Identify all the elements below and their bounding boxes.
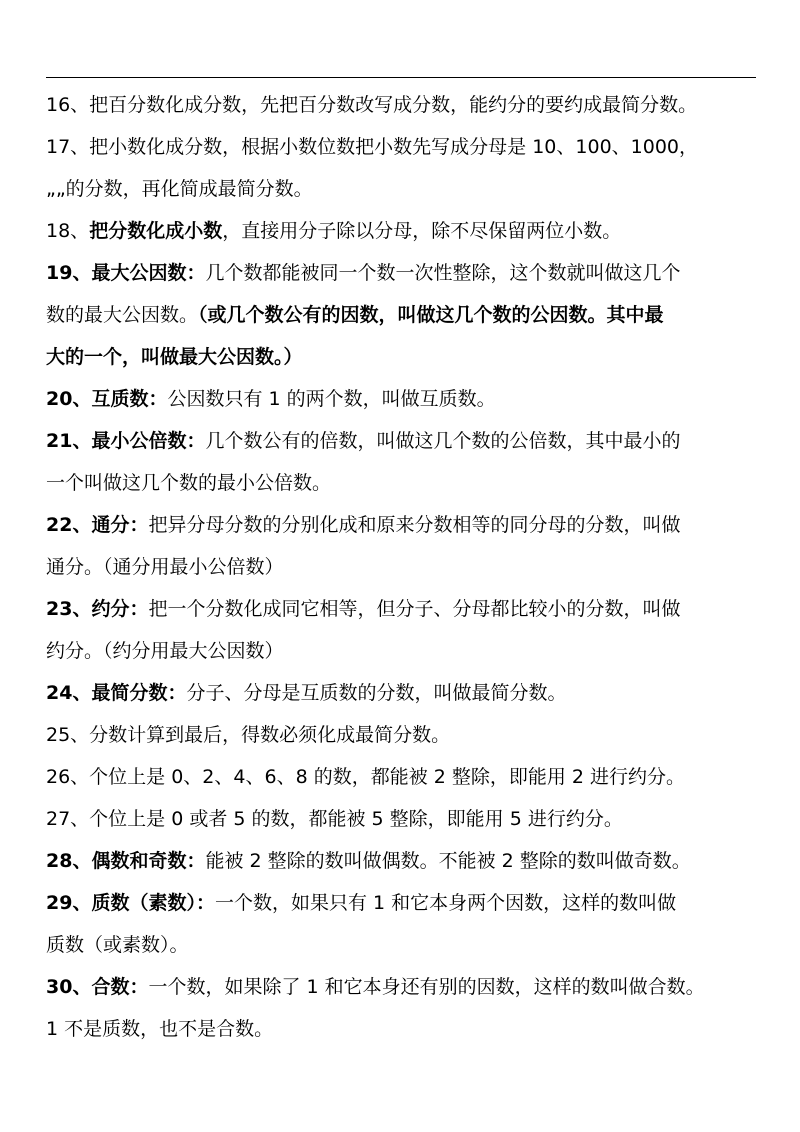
item-23-line-1 [46, 588, 758, 630]
item-24-text: 分子、分母是互质数的分数，叫做最简分数。 [186, 682, 567, 704]
item-19-term: 19、最大公因数： [46, 262, 206, 284]
item-30-line-2: 1 不是质数，也不是合数。 [46, 1018, 274, 1040]
item-19-note-1: （或几个数公有的因数，叫做这几个数的公因数。其中最 [198, 304, 664, 326]
item-20 [46, 378, 758, 420]
item-19-line-2 [46, 294, 758, 336]
item-17 [46, 126, 758, 210]
item-23-line-2: 约分。（约分用最大公因数） [46, 640, 284, 662]
item-30-term: 30、合数： [46, 976, 149, 998]
item-20-text: 公因数只有 1 的两个数，叫做互质数。 [167, 388, 496, 410]
item-25 [46, 714, 758, 756]
item-22-text-1: 把异分母分数的分别化成和原来分数相等的同分母的分数，叫做 [148, 514, 681, 536]
item-30 [46, 966, 758, 1050]
item-21 [46, 420, 758, 504]
item-24-line-1 [46, 672, 758, 714]
item-29-line-1 [46, 882, 758, 924]
item-18-text: ，直接用分子除以分母，除不尽保留两位小数。 [222, 220, 622, 242]
item-28 [46, 840, 758, 882]
item-21-term: 21、最小公倍数： [46, 430, 206, 452]
item-28-line-1 [46, 840, 758, 882]
item-19-line-3 [46, 336, 758, 378]
item-19 [46, 252, 758, 378]
item-22-term: 22、通分： [46, 514, 149, 536]
item-29-line-2: 质数（或素数）。 [46, 934, 189, 956]
item-24-term: 24、最简分数： [46, 682, 187, 704]
item-22-line-2: 通分。（通分用最小公倍数） [46, 556, 284, 578]
item-23-term: 23、约分： [46, 598, 149, 620]
item-21-text-1: 几个数公有的倍数，叫做这几个数的公倍数，其中最小的 [205, 430, 681, 452]
item-18-term: 把分数化成小数 [89, 220, 223, 242]
item-16-line-1: 16、把百分数化成分数，先把百分数改写成分数，能约分的要约成最简分数。 [46, 94, 698, 116]
item-27-line-1: 27、个位上是 0 或者 5 的数，都能被 5 整除，即能用 5 进行约分。 [46, 808, 623, 830]
item-19-text-2: 数的最大公因数。 [46, 304, 199, 326]
item-20-term: 20、互质数： [46, 388, 168, 410]
item-29-text-1: 一个数，如果只有 1 和它本身两个因数，这样的数叫做 [214, 892, 677, 914]
item-23 [46, 588, 758, 672]
item-18 [46, 210, 758, 252]
item-26 [46, 756, 758, 798]
item-23-text-1: 把一个分数化成同它相等，但分子、分母都比较小的分数，叫做 [148, 598, 681, 620]
item-29 [46, 882, 758, 966]
item-28-text: 能被 2 整除的数叫做偶数。不能被 2 整除的数叫做奇数。 [205, 850, 691, 872]
item-22 [46, 504, 758, 588]
item-22-line-1 [46, 504, 758, 546]
item-19-text-1: 几个数都能被同一个数一次性整除，这个数就叫做这几个 [205, 262, 681, 284]
header-rule [46, 77, 756, 78]
item-30-text-1: 一个数，如果除了 1 和它本身还有别的因数，这样的数叫做合数。 [148, 976, 705, 998]
item-17-line-2: „„的分数，再化简成最简分数。 [46, 178, 313, 200]
item-25-line-1: 25、分数计算到最后，得数必须化成最简分数。 [46, 724, 451, 746]
item-19-line-1 [46, 252, 758, 294]
item-18-number: 18、 [46, 220, 90, 242]
item-26-line-1: 26、个位上是 0、2、4、6、8 的数，都能被 2 整除，即能用 2 进行约分。 [46, 766, 686, 788]
item-18-line-1 [46, 210, 758, 252]
item-30-line-1 [46, 966, 758, 1008]
item-24 [46, 672, 758, 714]
item-21-line-2: 一个叫做这几个数的最小公倍数。 [46, 472, 332, 494]
item-19-note-2: 大的一个，叫做最大公因数。） [46, 346, 303, 368]
item-20-line-1 [46, 378, 758, 420]
item-17-line-1: 17、把小数化成分数，根据小数位数把小数先写成分母是 10、100、1000， [46, 136, 699, 158]
item-28-term: 28、偶数和奇数： [46, 850, 206, 872]
document-body [46, 84, 758, 1050]
item-21-line-1 [46, 420, 758, 462]
item-27 [46, 798, 758, 840]
item-29-term: 29、质数（素数）： [46, 892, 215, 914]
item-16 [46, 84, 758, 126]
